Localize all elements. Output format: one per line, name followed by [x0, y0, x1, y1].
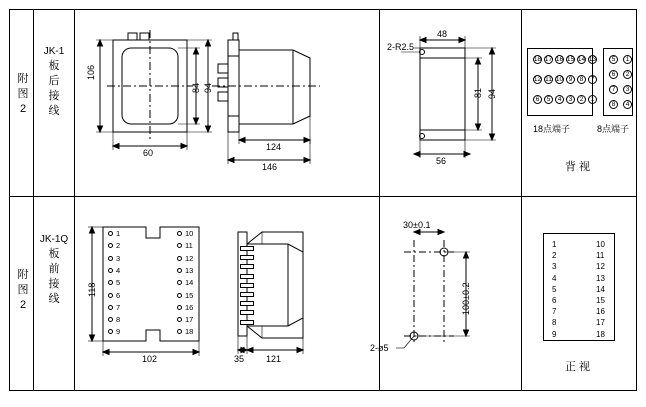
row2-type-line-1: JK-1Q [39, 234, 69, 245]
row2-dim-102: 102 [142, 354, 158, 364]
terminal-pin-number: 7 [590, 75, 595, 83]
panel-terminal-number: 9 [552, 329, 557, 339]
terminal-pin-number: 12 [533, 75, 542, 83]
terminal-pin-number: 5 [546, 95, 551, 103]
row1-dim-124: 124 [266, 142, 282, 152]
terminal-pin-number: 1 [590, 95, 595, 103]
terminal-pin-number: 7 [116, 302, 121, 312]
row1-dim-94: 94 [203, 82, 213, 93]
panel-terminal-number: 8 [552, 318, 557, 328]
row2-dim-121: 121 [266, 354, 282, 364]
terminal-pin-number: 9 [116, 327, 121, 337]
terminal-pin [177, 305, 182, 310]
panel-terminal-number: 15 [596, 296, 605, 305]
terminal-pin-number: 10 [555, 75, 564, 83]
terminal-8-caption: 8点端子 [597, 124, 630, 134]
terminal-pin-number: 14 [185, 278, 194, 288]
row2-type-line-4: 接 [48, 278, 60, 290]
terminal-pin [177, 293, 182, 298]
terminal-pin [108, 305, 113, 310]
side-terminal-pin [240, 274, 254, 279]
terminal-pin-number: 18 [185, 327, 194, 337]
terminal-pin-number: 3 [116, 253, 121, 263]
row1-dim-81: 81 [473, 87, 483, 98]
panel-terminal-number: 16 [596, 307, 605, 317]
row1-dim-56: 56 [436, 156, 447, 166]
terminal-pin-number: 1 [116, 229, 121, 238]
side-terminal-pin [240, 301, 254, 306]
terminal-pin [108, 268, 113, 273]
terminal-pin-number: 8 [611, 100, 616, 108]
row1-type-line-3: 后 [48, 75, 60, 87]
terminal-pin-number: 16 [185, 302, 194, 312]
row2-type-label [39, 232, 69, 307]
row1-dim-146: 146 [262, 162, 278, 172]
terminal-pin-number: 18 [533, 55, 542, 63]
terminal-pin-number: 15 [185, 290, 194, 300]
panel-terminal-number: 2 [552, 251, 557, 261]
terminal-pin-number: 5 [611, 55, 616, 63]
row1-dim-106: 106 [86, 64, 96, 80]
terminal-pin-number: 16 [555, 55, 564, 63]
terminal-pin-number: 4 [625, 100, 630, 108]
terminal-pin-number: 11 [545, 75, 552, 83]
row2-view-caption: 正 视 [565, 361, 591, 373]
panel-terminal-number: 17 [596, 318, 605, 328]
terminal-pin-number: 2 [625, 70, 630, 78]
terminal-pin-number: 1 [625, 55, 630, 63]
row1-dim-48: 48 [437, 29, 448, 39]
terminal-pin-number: 3 [625, 85, 630, 93]
terminal-pin [177, 256, 182, 261]
row2-dim-35: 35 [234, 354, 245, 364]
terminal-pin-number: 5 [116, 278, 121, 288]
terminal-pin-number: 17 [544, 55, 553, 63]
panel-terminal-number: 11 [596, 251, 605, 261]
row2-type-line-5: 线 [48, 293, 60, 305]
terminal-pin-number: 2 [116, 241, 121, 251]
side-terminal-pin [240, 255, 254, 260]
row2-figure-label-line-1: 附 [17, 269, 29, 281]
row1-type-line-4: 接 [48, 90, 60, 102]
terminal-pin [108, 293, 113, 298]
row2-type-line-2: 板 [48, 248, 60, 260]
terminal-pin-number: 7 [611, 85, 616, 93]
terminal-pin-number: 2 [579, 95, 584, 103]
panel-terminal-number: 4 [552, 273, 557, 283]
row1-dim-84: 84 [191, 82, 201, 93]
panel-terminal-number: 10 [596, 240, 605, 249]
side-terminal-pin [240, 310, 254, 315]
panel-terminal-number: 13 [596, 273, 605, 283]
row2-dim-hole-spec: 2-ø5 [370, 343, 389, 353]
terminal-pin-number: 15 [566, 55, 575, 63]
terminal-pin-number: 12 [185, 253, 194, 263]
terminal-pin-number: 8 [116, 315, 121, 325]
terminal-pin-number: 10 [185, 229, 194, 238]
row1-type-line-5: 线 [48, 105, 60, 117]
row2-figure-label-line-3: 2 [19, 299, 27, 311]
terminal-pin-number: 4 [557, 95, 562, 103]
panel-terminal-number: 12 [596, 262, 605, 272]
panel-terminal-number: 14 [596, 284, 605, 294]
row2-figure-label [10, 268, 36, 313]
row1-figure-label-line-1: 附 [17, 73, 29, 85]
row1-dim-r25: 2-R2.5 [387, 42, 415, 52]
row2-dim-hole-pitch-h: 30±0.1 [403, 220, 431, 230]
side-terminal-pin [240, 264, 254, 269]
row1-view-caption: 背 视 [565, 161, 591, 173]
row1-dim-60: 60 [143, 148, 154, 158]
terminal-pin-number: 17 [185, 315, 194, 325]
terminal-18-caption: 18点端子 [533, 124, 571, 134]
terminal-pin-number: 9 [568, 75, 573, 83]
side-terminal-pin [240, 246, 254, 251]
terminal-pin [108, 231, 113, 236]
row1-figure-label-line-3: 2 [19, 103, 27, 115]
side-terminal-pin [240, 320, 254, 325]
terminal-pin-number: 11 [185, 241, 193, 251]
panel-terminal-number: 18 [596, 329, 605, 339]
terminal-pin-number: 13 [185, 265, 194, 275]
terminal-pin-number: 6 [535, 95, 540, 103]
terminal-pin-number: 13 [588, 55, 597, 63]
terminal-pin [177, 268, 182, 273]
row1-type-line-1: JK-1 [43, 46, 65, 57]
terminal-pin-number: 6 [611, 70, 616, 78]
panel-terminal-number: 3 [552, 262, 557, 272]
row1-type-line-2: 板 [48, 60, 60, 72]
panel-terminal-number: 7 [552, 307, 557, 317]
panel-terminal-number: 1 [552, 240, 557, 249]
terminal-pin [108, 256, 113, 261]
panel-terminal-number: 5 [552, 284, 557, 294]
side-terminal-pin [240, 283, 254, 288]
terminal-pin [177, 231, 182, 236]
terminal-pin-number: 3 [568, 95, 573, 103]
terminal-pin-number: 14 [577, 55, 586, 63]
terminal-pin-number: 8 [579, 75, 584, 83]
side-terminal-pin [240, 292, 254, 297]
row2-dim-118: 118 [87, 282, 97, 297]
row2-type-line-3: 前 [48, 263, 60, 275]
row1-figure-label-line-2: 图 [17, 88, 29, 100]
terminal-pin-number: 4 [116, 265, 121, 275]
row1-dim-94-rear: 94 [487, 88, 497, 99]
row2-dim-hole-pitch-v: 100±0.2 [461, 282, 471, 315]
terminal-pin-number: 6 [116, 290, 121, 300]
panel-terminal-number: 6 [552, 296, 557, 305]
row2-figure-label-line-2: 图 [17, 284, 29, 296]
